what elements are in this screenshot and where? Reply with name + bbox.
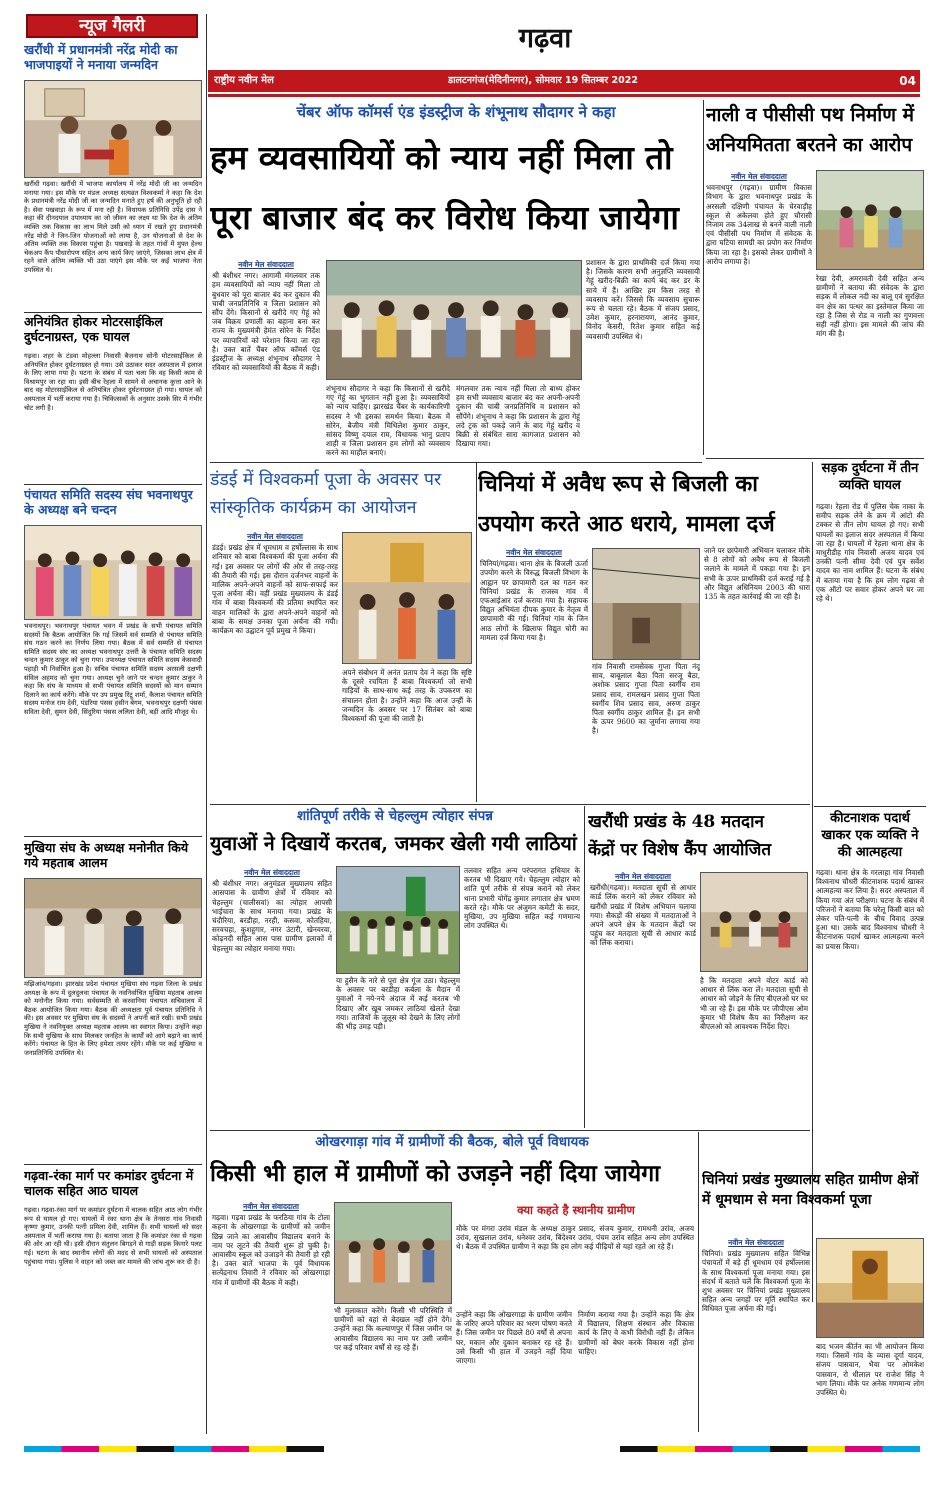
section-divider — [814, 806, 926, 807]
vishwakarma-col-1: नवीन मेल संवाददाता डंडई। प्रखंड क्षेत्र में धूमधाम व हर्षोल्लास के साथ शनिवार को बाबा विश्वकर्मा की पूजा अर्चना की गई। इस अवसर पर लोगों की ओर से तरह-तरह की तैयारी की गई। इस दौरान दर्जनभर वाहनों के मालिक अपने-अपने वाहनों को साफ-सफाई कर पूजा अर्चना की। वहीं प्रखंड मुख्यालय के डंडई गांव में बाबा विश्वकर्मा की प्रतिमा स्थापित कर वाहन मालिकों के द्वारा अपने-अपने वाहनों को बाबा के समक्ष उनका पूजा अर्चना की गयी। कार्यक्रम का उद्घाटन पूर्व प्रमुख ने किया। — [212, 532, 338, 636]
sidebar-divider — [24, 484, 202, 485]
kharaundhi-col-2: है कि मतदाता अपने वोटर कार्ड को आधार से लिंक करा लें। मतदाता सूची से आधार को जोड़ने के लिए बीएलओ घर घर भी जा रहे हैं। इस मौके पर जीपीएस ओम कुमार भी विशेष कैंप का निरीक्षण कर बीएलओ को आवश्यक निर्देश दिए। — [700, 976, 808, 1032]
sadak-headline: सड़क दुर्घटना में तीन व्यक्ति घायल — [821, 461, 919, 493]
nali-story-col-1: नवीन मेल संवाददाता भवनाथपुर (गढ़वा)। ग्रामीण विकास विभाग के द्वारा भवनाथपुर प्रखंड के अरसली दक्षिणी पंचायत के घेरवाड़ीह स्कूल से अकेलवा होते हुए चौरासी निजाम तक 34लाख से बनने वाली नाली एवं पीसीसी पथ निर्माण में संवेदक के द्वारा घटिया सामग्री का प्रयोग कर निर्माण किया जा रहा है। इसको लेकर ग्रामीणों ने आरोप लगाया है। — [706, 172, 812, 266]
sidebar-story-2-body: गढ़वा। शहर के टंडवा मोहल्ला निवासी बैजनाथ सोनी मोटरसाईकिल से अनियंत्रित होकर दुर्घटनाग्रस्त हो गया। उसे उठाकर सदर अस्पताल में इलाज के लिए लाया गया है। घटना के संबंध में पता चला कि वह किसी काम से विश्रामपुर जा रहा था। इसी बीच रेहला में सामने से अचानक कुत्ता आने के बाद वह मोटरसाईकिल से अनियंत्रित होकर दुर्घटनाग्रस्त हो गया। घायल को अस्पताल में भर्ती कराया गया है। चिकित्सकों के अनुसार उसके सिर में गंभीर चोट लगी है। — [24, 352, 202, 412]
chiniya2-photo — [816, 1238, 924, 1338]
sidebar-column-rule — [206, 14, 207, 1434]
section-divider — [706, 458, 924, 459]
main-story-col-1: नवीन मेल संवाददाता श्री बंशीधर नगर। आगामी मंगलवार तक हम व्यवसायियों को न्याय नहीं मिला तो बुधवार को पूरा बाजार बंद कर दुकान की चाबी जनप्रतिनिधि व जिला प्रशासन को सौंप देंगे। किसानों से खरीदे गए गेहूं को जब विक्रय प्रणाली का बहाना बना कर राज्य के मुख्यमंत्री हेमंत सोरेन के निर्देश पर व्यापारियों को परेशान किया जा रहा है। उक्त बातें चैंबर ऑफ कॉमर्स एंड इंडस्ट्रीज के अध्यक्ष शंभूनाथ सौदागर ने रविवार को व्यवसायियों की बैठक में कही। — [212, 260, 320, 373]
chehallum-headline: युवाओं ने दिखायें करतब, जमकर खेली गयी लाठियां — [210, 832, 577, 855]
chiniya2-col-2: बाद भजन कीर्तन का भी आयोजन किया गया। जिसमें गांव के व्यास दूर्गा यादव, संजय पासवान, भैया पर ओमकेश पासवान, रो धीलाल पर राजेश सिंह ने भाग लिया। मौके पर अनेक गणमान्य लोग उपस्थित थे। — [816, 1342, 924, 1398]
section-divider — [210, 804, 810, 805]
page-number: 04 — [899, 74, 916, 88]
vishwakarma-headline: डंडई में विश्वकर्मा पूजा के अवसर पर सांस्कृतिक कार्यक्रम का आयोजन — [210, 470, 442, 518]
chiniya-photo — [592, 548, 700, 660]
sidebar-story-4-photo — [24, 878, 202, 978]
nali-story-col-2: रेखा देवी, अमरावती देवी सहित अन्य ग्रामीणों ने बताया की संवेदक के द्वारा सड़क में लोकल नदी का बालू एवं सुरक्षित वन क्षेत्र का पत्थर का इस्तेमाल किया जा रहा है जिस से रोड व नाली का गुणवत्ता सही नहीं होगा। इस मामले की जांच की मांग की है। — [816, 274, 924, 339]
sidebar-story-1-headline: खरौंधी में प्रधानमंत्री नरेंद्र मोदी का भाजपाइयों ने मनाया जन्मदिन — [24, 42, 178, 72]
sidebar-story-1-body: खरौंधी गढ़वा। खरौंधी में भाजपा कार्यालय में नरेंद्र मोदी जी का जन्मदिन मनाया गया। इस मौके पर मंडल अध्यक्ष सत्यव्रत विश्वकर्मा ने कहा कि देश के प्रधानमंत्री नरेंद्र मोदी जी का जन्मदिन मनाते हुए हर्ष की अनुभूति हो रही है। सेवा पखवाड़ा के रूप में मना रही है। विधायक प्रतिनिधि उपेंद्र दास ने कहा की दीनदयाल उपाध्याय का जो जीवन का लक्ष्य था कि देश के अंतिम व्यक्ति तक विकास का लाभ मिले उसी को ध्यान में रखते हुए प्रधानमंत्री नरेंद्र मोदी ने जिन-जिन योजनाओं को लाया है, उन योजनाओं से देश के अंतिम व्यक्ति तक विकास पहुंचा है। पखवाड़े के तहत गांवों में मुफ्त हेल्थ चेकअप कैंप पौधारोपण सहित अन्य कार्य किए जाएंगे, जिसका लाभ क्षेत्र में रहने वाले अंतिम व्यक्ति भी उठा पाएंगे इस मौके पर कई भाजपा नेता उपस्थित थे। — [24, 180, 202, 274]
okhargada-kicker: ओखरगाड़ा गांव में ग्रामीणों की बैठक, बोले पूर्व विधायक — [315, 1134, 589, 1150]
column-rule — [476, 462, 477, 802]
chiniya-col-2: गांव निवासी रामसेवक गुप्ता पिता नंदू साव, बाबूलाल बैठा पिता सरजू बैठा, अशोक प्रसाद गुप्ता पिता स्वर्गीय राम प्रसाद साव, रामलखन प्रसाद गुप्ता पिता स्वर्गीय शिव प्रसाद साव, अरुण ठाकुर पिता स्वर्गीय ठाकुर शामिल हैं। इन सभी के ऊपर 9600 का जुर्माना लगाया गया है। — [592, 662, 700, 736]
sidebar-story-5-headline: गढ़वा-रंका मार्ग पर कमांडर दुर्घटना में चालक सहित आठ घायल — [24, 1168, 194, 1198]
kharaundhi-photo — [700, 872, 808, 972]
sidebar-divider — [24, 1164, 202, 1165]
section-divider — [210, 1130, 810, 1131]
chehallum-kicker: शांतिपूर्ण तरीके से चेहल्लुम त्योहार संपन्न — [297, 808, 493, 824]
column-rule — [584, 806, 585, 1128]
main-story-col-4: प्रशासन के द्वारा प्राथमिकी दर्ज किया गया है। जिसके कारण सभी अनुज्ञप्ति व्यवसायी गेहूं खरीद-बिक्री का कार्य बंद कर डर के साये में हैं। आखिर हम किस तरह से व्यवसाय करें। जिससे कि व्यवसाय सुचारू रूप से चलता रहे। बैठक में संजय प्रसाद, उमेश कुमार, हरनारायण, आनंद कुमार, विनोद केसरी, रितेश कुमार सहित कई व्यवसायी उपस्थित थे। — [586, 258, 700, 341]
sidebar-story-3-body: भवनाथपुर। भवनाथपुर पंचायत भवन में प्रखंड के सभी पंचायत समिति सदस्यों कि बैठक आयोजित कि गई जिसमें सर्व सम्मति से पंचायत समिति संघ गठन करने का निर्णय लिया गया। बैठक में सर्व सम्मति से पंचायत समिति सदस्य संघ का अध्यक्ष भवनाथपुर उत्तरी के पंचायत समिति सदस्य चन्दन कुमार ठाकुर को चुना गया। उपाध्यक्ष पंचायत समिति सदस्य केसवादी पहाड़ी भी निर्वाचित हुआ है। सचिव पंचायत समिति सदस्य अरसली दक्षणी संविल अहमद को चुना गया। अध्यक्ष चुने जाने पर चन्दन कुमार ठाकुर ने कहा कि संघ के माध्यम से सभी पंचायत समिति सदस्यों को मान सम्मान दिलाने का कार्य करेंगे। मौके पर उप प्रमुख रिंटू शर्मा, कैलाश पंचायत समिति सदस्य मनोज राम देवी, पंडरिया पंसस हसीन बेगम, भवनाथपुर दक्षणी पंसस सविता देवी, सुमन देवी, सिंदुरिया पंसस ललिता देवी, बड़ी आदि मौजूद थे। — [24, 622, 202, 716]
nali-story-headline: नाली व पीसीसी पथ निर्माण में अनियमितता बरतने का आरोप — [706, 104, 914, 156]
sidebar-story-2-headline: अनियंत्रित होकर मोटरसाईकिल दुर्घटनाग्रस्त, एक घायल — [24, 314, 163, 344]
kitnashak-body: गढ़वा। थाना क्षेत्र के गरलाहा गांव निवासी विश्वनाथ चौधरी कीटनाशक पदार्थ खाकर आत्महत्या कर लिया है। सदर अस्पताल में किया गया अंत परीक्षण। घटना के संबंध में परिजनों ने बताया कि घरेलू किसी बात को लेकर पति-पत्नी के बीच विवाद उत्पन्न हुआ था। उसके बाद विश्वनाथ चौधरी ने कीटनाशक पदार्थ खाकर आत्महत्या करने का प्रयास किया। — [816, 868, 924, 951]
kharaundhi-col-1: नवीन मेल संवाददाता खरौंधी(गढ़वा)। मतदाता सूची से आधार कार्ड लिंक कराने को लेकर रविवार को खरौंधी प्रखंड में विशेष अभियान चलाया गया। सैकड़ों की संख्या में मतदाताओं ने अपने अपने क्षेत्र के मतदान केंद्रों पर पहुंच कर मतदाता सूची से आधार कार्ड को लिंक कराया। — [590, 872, 696, 948]
masthead-bar — [208, 70, 920, 92]
masthead-section-title: गढ़वा — [518, 23, 572, 54]
chehallum-col-1: नवीन मेल संवाददाता श्री बंशीधर नगर। अनुमंडल मुख्यालय सहित आसपास के ग्रामीण क्षेत्रों में रविवार को चेहल्लुम (चालीसवां) का त्योहार आपसी भाईचारा के साथ मनाया गया। प्रखंड के चंदौरिया, बरडीहा, नरही, कसवा, कोतहिया, सरवचहा, कुशहुगार, नगर उंटारी, खेनवरवा, कोढ़नदी सहित आस पास ग्रामीण इलाकों में चेहल्लुम का त्योहार मनाया गया। — [212, 868, 332, 953]
registration-strip-right — [620, 1446, 920, 1452]
chiniya-col-1: नवीन मेल संवाददाता चिनियां/गढ़वा। थाना क्षेत्र के बिजली ऊर्जा उपयोग करने के विरुद्ध बिजली विभाग के आह्वान पर छापामारी दल का गठन कर चिनियां प्रखंड के राजस्व गांव में एफआईआर दर्ज कराया गया है। सहायक विद्युत अभियंता दीपक कुमार के नेतृत्व में छापामारी की गई। चिनियां गांव के जिन आठ लोगों के खिलाफ विद्युत चोरी का मामला दर्ज किया गया है। — [480, 548, 588, 642]
sidebar-story-4-body: मझिआंव/गढ़वा। झारखंड प्रदेश पंचायत मुखिया संघ गढ़वा जिला के प्रखंड अध्यक्ष के रूप में दुलदुलवा पंचायत के नवनिर्वाचित मुखिया महताब आलम को मनोनीत किया गया। सर्वसम्मति से करवानिया पंचायत सचिवालय में बैठक आयोजित किया गया। बैठक की अध्यक्षता पूर्व पंचायत प्रतिनिधि ने की। इस अवसर पर मुखिया संघ के सदस्यों ने अपनी बातें रखी। सभी प्रखंड मुखिया ने नवनियुक्त अध्यक्ष महताब आलम का स्वागत किया। उन्होंने कहा कि सभी मुखिया के साथ मिलकर जनहित के कार्यों को आगे बढ़ाने का कार्य करेंगे। पंचायत के हित के लिए हमेशा तत्पर रहेंगे। मौके पर कई मुखिया व जनप्रतिनिधि उपस्थित थे। — [24, 980, 202, 1057]
main-story-photo — [326, 260, 582, 380]
okhargada-col-4: उन्होंने कहा कि ओखरगाड़ा के ग्रामीण जमीन के जरिए अपने परिवार का भरण पोषण करते हैं। जिस जमीन पर पिछले 80 वर्षों से अपना घर, मकान और दुकान बनाकर रह रहे हैं। उसे किसी भी हाल में उजड़ने नहीं दिया जाएगा। — [456, 1310, 572, 1366]
kharaundhi-headline: खरौंधी प्रखंड के 48 मतदान केंद्रों पर विशेष कैंप आयोजित — [588, 812, 772, 860]
okhargada-headline: किसी भी हाल में ग्रामीणों को उजड़ने नहीं दिया जायेगा — [210, 1160, 661, 1187]
chehallum-col-3: तलवार सहित अन्य परंपरागत हथियार के करतब भी दिखाए गये। चेहल्लुम त्योहार को शांति पूर्ण तरीके से संपन्न कराने को लेकर थाना प्रभारी योगेंद्र कुमार लगातार क्षेत्र भ्रमण करते रहे। मौके पर अंजुमन कमेटी के सदर, मुखिया, उप मुखिया सहित कई गणमान्य लोग उपस्थित थे। — [464, 866, 580, 931]
chiniya2-headline: चिनियां प्रखंड मुख्यालय सहित ग्रामीण क्षेत्रों में धूमधाम से मना विश्वकर्मा पूजा — [702, 1172, 919, 1208]
okhargada-col-3: मौके पर मंगरा उरांव मंडल के अध्यक्ष ठाकुर प्रसाद, संजय कुमार, रामधनी उरांव, अजय उरांव, सुखलाल उरांव, धनेश्वर उरांव, बिंदेश्वर उरांव, पंचम उरांव सहित अन्य लोग उपस्थित थे। बैठक में उपस्थित ग्रामीण ने कहा कि हम लोग कई पीढ़ियों से यहां रहते आ रहे हैं। — [456, 1224, 694, 1252]
sidebar-story-3-headline: पंचायत समिति सदस्य संघ भवनाथपुर के अध्यक्ष बने चन्दन — [24, 487, 193, 517]
dateline: डालटनगंज(मेदिनीनगर), सोमवार 19 सितम्बर 2022 — [448, 75, 638, 86]
sidebar-story-5-body: गढ़वा। गढ़वा-रंका मार्ग पर कमांडर दुर्घटना में चालक सहित आठ लोग गंभीर रूप से घायल हो गए। घायलों में रंका थाना क्षेत्र के तेनसरा गांव निवासी कृष्णा कुमार, उनकी पत्नी प्रमिला देवी, शामिल हैं। सभी घायलों को सदर अस्पताल में भर्ती कराया गया है। बताया जाता है कि कमांडर रंका से गढ़वा की ओर आ रही थी। इसी दौरान संतुलन बिगड़ने से गाड़ी सड़क किनारे पलट गई। घटना के बाद स्थानीय लोगों की मदद से सभी घायलों को अस्पताल पहुंचाया गया। पुलिस ने वाहन को जब्त कर मामले की जांच शुरू कर दी है। — [24, 1206, 202, 1266]
vishwakarma-col-2: अपने संबोधन में अनंत प्रताप देव ने कहा कि सृष्टि के दूसरे रचयिता हैं बाबा विश्वकर्मा जो सभी गाड़ियों के साथ-साथ कई तरह के उपकरण का संचालन होता है। उन्होंने कहा कि आज उन्हीं के जन्मदिन के अवसर पर 17 सितंबर को बाबा विश्वकर्मा की पूजा की जाती है। — [342, 668, 472, 724]
okhargada-col-5: निर्माण कराया गया है। उन्होंने कहा कि क्षेत्र में विद्यालय, शिक्षण संस्थान और विकास कार्य के लिए वे कभी विरोधी नहीं हैं। लेकिन ग्रामीणों को बेघर करके विकास नहीं होना चाहिए। — [578, 1310, 694, 1356]
main-story-col-2: शंभूनाथ सौदागर ने कहा कि किसानों से खरीदे गए गेहूं का भुगतान नहीं हुआ है। व्यवसायियों को न्याय चाहिए। झारखंड चैंबर के कार्यकारिणी सदस्य ने भी इसका समर्थन किया। बैठक में सोरेन, बैजीय मंत्री मिथिलेश कुमार ठाकुर, सांसद विष्णु दयाल राम, विधायक भानु प्रताप शाही व जिला प्रशासन हम लोगों को व्यवसाय करने का माहौल बनाएं। — [326, 384, 450, 458]
sidebar-divider — [24, 836, 202, 837]
newspaper-logo: राष्ट्रीय नवीन मेल — [214, 75, 274, 86]
okhargada-photo — [334, 1202, 452, 1304]
sidebar-divider — [24, 312, 202, 313]
main-story-kicker: चेंबर ऑफ कॉमर्स एंड इंडस्ट्रीज के शंभूनाथ सौदागर ने कहा — [296, 103, 616, 121]
chiniya2-col-1: नवीन मेल संवाददाता चिनियां। प्रखंड मुख्यालय सहित विभिन्न पंचायतों में बड़े ही धूमधाम एवं हर्षोल्लास के साथ विश्वकर्मा पूजा मनाया गया। इस संदर्भ में बताते चलें कि विश्वकर्मा पूजा के शुभ अवसर पर चिनियां प्रखंड मुख्यालय सहित अन्य जगहों पर मूर्ति स्थापित कर विधिवत पूजा अर्चना की गई। — [702, 1238, 810, 1314]
okhargada-col-2: भी मुलाकात करेंगे। किसी भी परिस्थिति में ग्रामीणों को वहां से बेदखल नहीं होने देंगे। उन्होंने कहा कि कल्याणपुर में जिस जमीन पर आवासीय विद्यालय का नाम पर उसी जमीन पर कई परिवार वर्षों से रह रहे हैं। — [334, 1306, 452, 1352]
column-rule — [698, 1132, 699, 1432]
chehallum-col-2: या हुसैन के नारे से पूरा क्षेत्र गूंज उठा। चेहल्लुम के अवसर पर बरडीहा कर्बला के मैदान में युवाओं ने नये-नये अंदाज में कई करतब भी दिखाए और खूब जमकर लाठियां खेलते देखा गया। ताजियों के जुलूस को देखने के लिए लोगों की भीड़ उमड़ पड़ी। — [336, 976, 460, 1032]
main-story-col-3: मंगलवार तक न्याय नहीं मिला तो बाध्य होकर हम सभी व्यवसाय बाजार बंद कर अपनी-अपनी दुकान की चाबी जनप्रतिनिधि व प्रशासन को सौंपेंगे। शंभूनाथ ने कहा कि प्रशासन के द्वारा गेहूं लदे ट्रक को पकड़े जाने के बाद गेहूं खरीद व बिक्री से संबंधित सारा कागजात प्रशासन को दिखाया गया। — [456, 384, 580, 449]
masthead-rule — [208, 94, 920, 97]
sadak-body: गढ़वा। रेहला रोड में पुलिस चेक नाका के समीप सड़क लेने के क्रम में आंटो की टक्कर से तीन लोग घायल हो गए। सभी घायलों का इलाज सदर अस्पताल में किया जा रहा है। घायलों में रेहला थाना क्षेत्र के माधुरीडीह गांव निवासी अजय यादव एवं उनकी पत्नी सीमा देवी एवं पुत्र सर्वेश यादव का नाम शामिल हैं। घटना के संबंध में बताया गया है कि हम लोग गढ़वा से एक ऑटो पर सवार होकर अपने घर जा रहे थे। — [816, 502, 924, 604]
column-rule — [703, 100, 704, 455]
okhargada-col-1: नवीन मेल संवाददाता गढ़वा। गढ़वा प्रखंड के फरठिया गांव के टोला कहना के ओखरगाड़ा के ग्रामीणों को जमीन छिन्न जाने का आवासीय विद्यालय बनाने के नाम पर लूटने की तैयारी शुरू हो चुकी है। आवासीय स्कूल को उजाड़ने की तैयारी हो रही है। उक्त बातें भाजपा के पूर्व विधायक सत्येंद्रनाथ तिवारी ने रविवार को ओखरगाड़ा गांव में ग्रामीणों की बैठक में कही। — [212, 1202, 330, 1287]
chiniya-headline: चिनियां में अवैध रूप से बिजली का उपयोग करते आठ धराये, मामला दर्ज — [478, 471, 775, 537]
sidebar-story-1-photo — [24, 80, 202, 178]
sidebar-title-box: न्यूज गैलरी — [26, 14, 198, 38]
section-divider — [210, 462, 702, 463]
kitnashak-headline: कीटनाशक पदार्थ खाकर एक व्यक्ति ने की आत्महत्या — [821, 811, 919, 860]
chehallum-photo — [336, 866, 460, 974]
main-story-headline: हम व्यवसायियों को न्याय नहीं मिला तो पूरा बाजार बंद कर विरोध किया जायेगा — [210, 138, 679, 237]
registration-strip-left — [24, 1446, 324, 1452]
okhargada-subhead: क्या कहते है स्थानीय ग्रामीण — [517, 1203, 635, 1217]
vishwakarma-photo — [342, 532, 472, 664]
sidebar-story-4-headline: मुखिया संघ के अध्यक्ष मनोनीत किये गये महताब आलम — [24, 840, 189, 870]
nali-story-photo — [816, 170, 924, 270]
chiniya-col-3: जाने पर छापेमारी अभियान चलाकर मौके से 8 लोगों को अवैध रूप से बिजली जलाने के मामले में पकड़ा गया है। इन सभी के ऊपर प्राथमिकी दर्ज कराई गई है और विद्युत अधिनियम 2003 की धारा 135 के तहत कार्रवाई की जा रही है। — [704, 546, 810, 602]
sidebar-story-3-photo — [24, 525, 202, 620]
